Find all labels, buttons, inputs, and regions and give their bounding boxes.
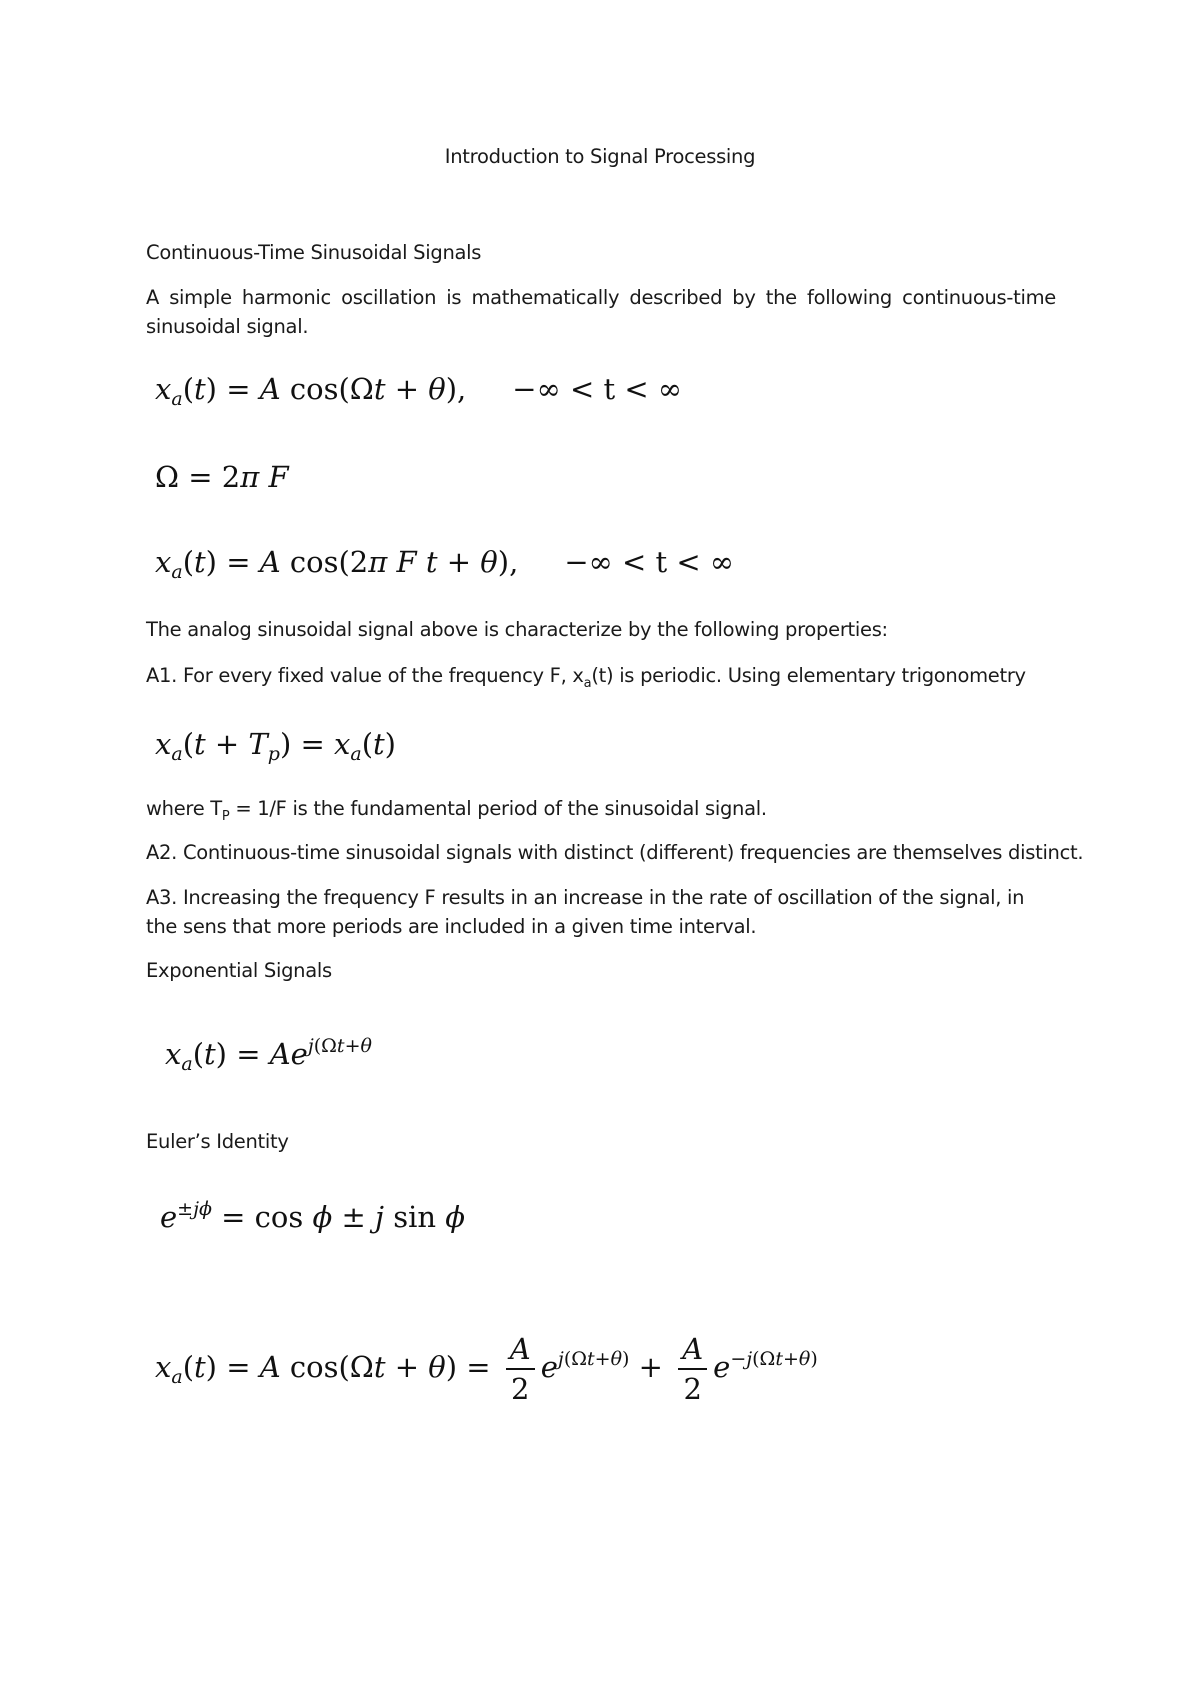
equation-periodicity: $x_a(t + T_p) = x_a(t)$ — [155, 727, 396, 765]
section-heading-euler: Euler’s Identity — [146, 1130, 289, 1153]
equation-euler-identity: $e^{\pm j\phi} = \cos \phi \pm j$ sin ϕ — [160, 1198, 466, 1234]
equation-sinusoid-omega: $x_a(t) = A$ cos(Ωt + θ), −∞ < t < ∞ — [155, 372, 683, 410]
property-a1-symbol: $x_a(t)$ — [572, 664, 614, 691]
property-a3 — [146, 883, 1056, 941]
period-definition: where $T_P = 1/F$ is the fundamental period of the sinusoidal signal. — [146, 797, 767, 824]
equation-domain: −∞ < t < ∞ — [512, 372, 683, 406]
equation-domain-2: −∞ < t < ∞ — [564, 545, 735, 579]
property-a2-text: Continuous-time sinusoidal signals with distinct (different) frequencies are themselves distinct. — [182, 841, 1084, 864]
property-a1 — [146, 661, 1026, 699]
fraction-a-over-2: $\frac{A}{2}$ — [506, 1330, 535, 1408]
property-a3-text: Increasing the frequency F results in an increase in the rate of oscillation of the signal, in the sens that more periods are included in a given time interval. — [146, 886, 1025, 938]
properties-intro: The analog sinusoidal signal above is characterize by the following properties: — [146, 618, 888, 641]
property-a3-label: A3. — [146, 886, 178, 909]
equation-cosine-decomposition: $x_a(t) = A$ cos(Ωt + θ) = $\frac{A}{2}$ $e^{j(\Omega t+\theta)}$ + $\frac{A}{2}$ $e^{-j(\Omega t+\theta)}$ — [155, 1332, 818, 1406]
property-a2-label: A2. — [146, 841, 178, 864]
equation-sinusoid-frequency: $x_a(t) = A$ cos(2π F t + θ), −∞ < t < ∞ — [155, 545, 735, 583]
page-title: Introduction to Signal Processing — [444, 145, 756, 168]
section-heading-exponential: Exponential Signals — [146, 959, 332, 982]
property-a2 — [146, 838, 1083, 868]
property-a1-text: For every fixed value of the frequency F, — [182, 664, 567, 687]
equation-omega-definition: Ω = 2π F — [155, 460, 289, 494]
fraction-a-over-2-second: $\frac{A}{2}$ — [678, 1330, 707, 1408]
property-a1-label: A1. — [146, 664, 178, 687]
section-heading-sinusoidal: Continuous-Time Sinusoidal Signals — [146, 241, 482, 264]
property-a1-text-after: is periodic. Using elementary trigonometry — [619, 664, 1026, 687]
intro-paragraph: A simple harmonic oscillation is mathematically described by the following continuous-time sinusoidal signal. — [146, 286, 1056, 338]
equation-complex-exponential: $x_a(t) = Ae^{j(\Omega t+\theta}$ — [165, 1035, 372, 1075]
